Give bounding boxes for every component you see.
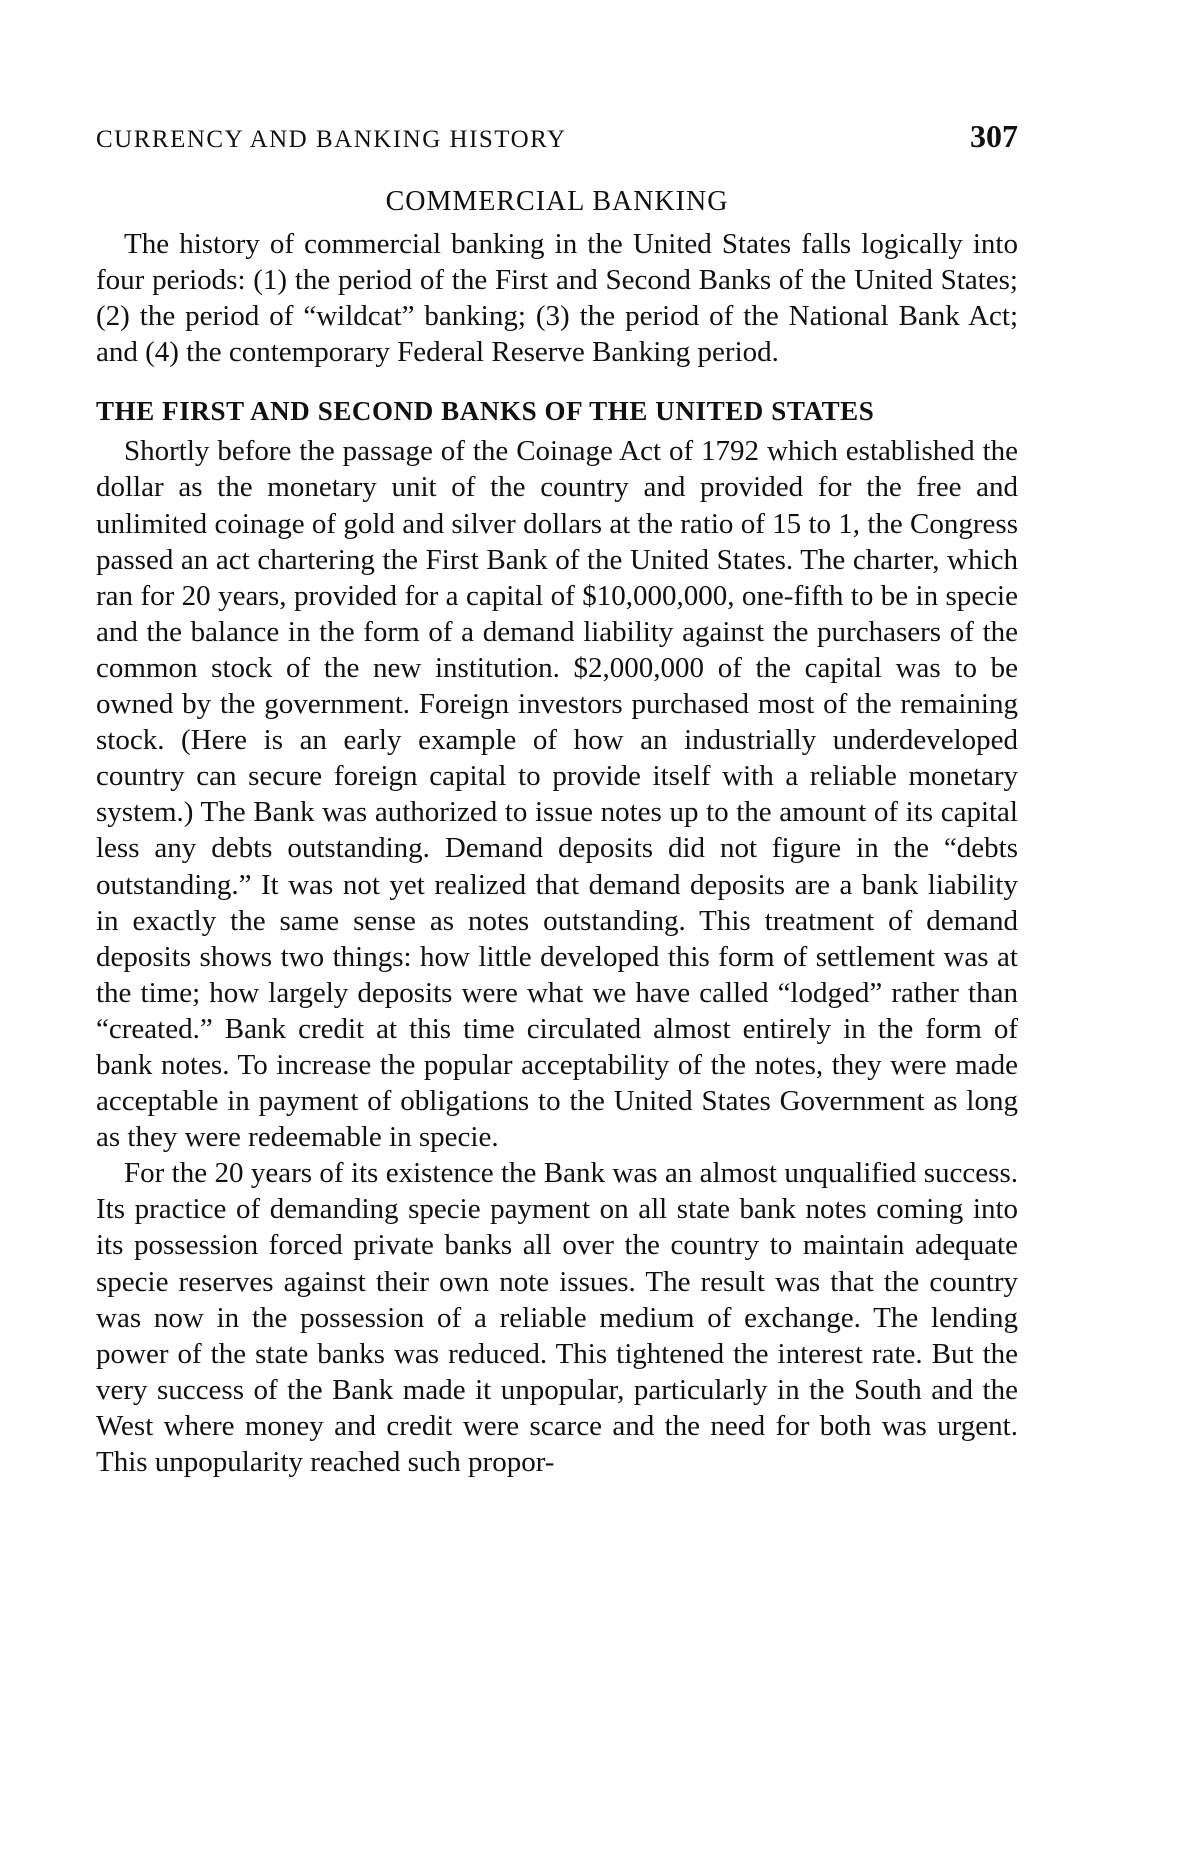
running-title: CURRENCY AND BANKING HISTORY [96,126,567,153]
running-head [96,118,1018,166]
intro-paragraph: The history of commercial banking in the United States falls logically into four periods: (1) the period of the First and Second Banks of the United States; (2) the period of “wildcat” banking; (3) the period of the National Bank Act; and (4) the contemporary Federal Reserve Banking period. [96,228,1018,369]
body-paragraph-2: For the 20 years of its existence the Bank was an almost unqualified success. Its practice of demanding specie payment on all state bank notes coming into its possession forced private banks all over the country to maintain adequate specie reserves against their own note issues. The result was that the country was now in the possession of a reliable medium of exchange. The lending power of the state banks was reduced. This tightened the interest rate. But the very success of the Bank made it unpopular, particularly in the South and the West where money and credit were scarce and the need for both was urgent. This unpopularity reached such propor- [96,1157,1018,1478]
body-paragraph-1: Shortly before the passage of the Coinage Act of 1792 which established the dollar as the monetary unit of the country and provided for the free and unlimited coinage of gold and silver dollars at the ratio of 15 to 1, the Congress passed an act chartering the First Bank of the United States. The charter, which ran for 20 years, provided for a capital of $10,000,000, one-fifth to be in specie and the balance in the form of a demand liability against the purchasers of the common stock of the new institution. $2,000,000 of the capital was to be owned by the government. Foreign investors purchased most of the remaining stock. (Here is an early example of how an industrially underdeveloped country can secure foreign capital to provide itself with a reliable monetary system.) The Bank was authorized to issue notes up to the amount of its capital less any debts outstanding. Demand deposits did not figure in the “debts outstanding.” It was not yet realized that demand deposits are a bank liability in exactly the same sense as notes outstanding. This treatment of demand deposits shows two things: how little developed this form of settlement was at the time; how largely deposits were what we have called “lodged” rather than “created.” Bank credit at this time circulated almost entirely in the form of bank notes. To increase the popular acceptability of the notes, they were made acceptable in payment of obligations to the United States Government as long as they were redeemable in specie. [96,435,1018,1154]
chapter-heading: COMMERCIAL BANKING [385,186,729,217]
page-number: 307 [970,118,1018,154]
book-page [96,118,1018,1480]
section-heading: THE FIRST AND SECOND BANKS OF THE UNITED STATES [96,396,875,427]
